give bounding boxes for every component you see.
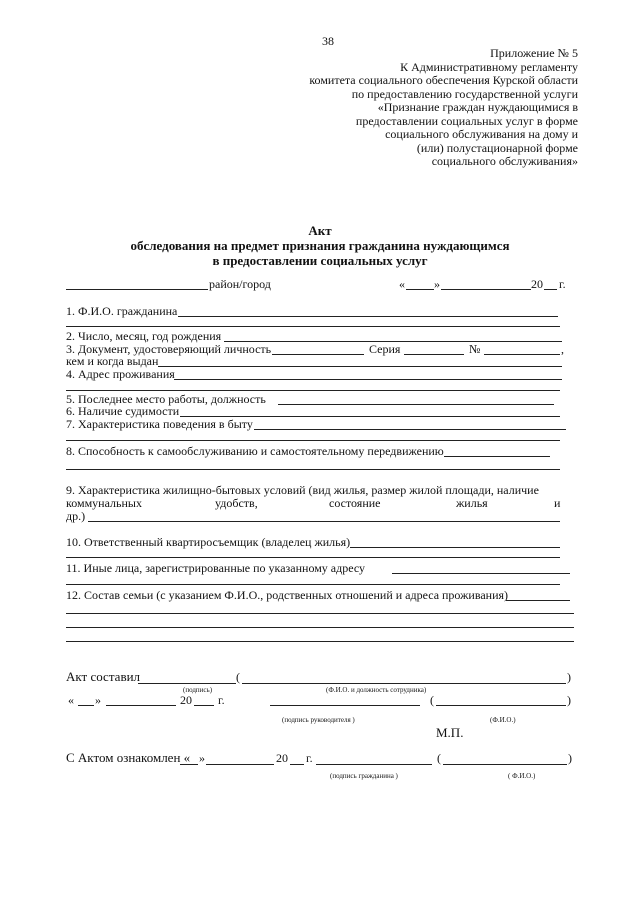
fio-caption: (Ф.И.О.): [490, 716, 516, 724]
head-signature-line[interactable]: [270, 705, 420, 706]
citizen-fio-line[interactable]: [443, 764, 567, 765]
comma: ,: [561, 342, 564, 356]
title-subline: обследования на предмет признания гражданина нуждающимся: [130, 238, 510, 253]
appendix-line: «Признание граждан нуждающимися в: [377, 100, 578, 114]
paren-open: (: [430, 693, 434, 707]
day-line[interactable]: [78, 705, 94, 706]
appendix-line: комитета социального обеспечения Курской области: [309, 73, 578, 87]
input-line-behavior-2[interactable]: [66, 440, 560, 441]
number-label: №: [469, 342, 481, 356]
appendix-header: [309, 47, 578, 169]
input-line-address[interactable]: [174, 379, 562, 380]
page-number: 38: [322, 34, 334, 48]
field-label-fio: 1. Ф.И.О. гражданина: [66, 304, 178, 318]
appendix-line: социального обслуживания на дому и: [385, 127, 578, 141]
date-quote-open: «: [399, 277, 405, 291]
doc-title: [0, 223, 640, 268]
input-line-number[interactable]: [484, 354, 560, 355]
acquainted-label: С Актом ознакомлен «: [66, 750, 191, 765]
district-line: [66, 289, 208, 290]
paren-open: (: [437, 751, 441, 765]
input-line-tenant[interactable]: [350, 547, 560, 548]
input-line-fio-2[interactable]: [66, 326, 560, 327]
input-line-work[interactable]: [278, 404, 554, 405]
living-word: коммунальных: [66, 496, 142, 510]
acq-date-close: »: [199, 751, 205, 765]
date-close: »: [95, 693, 101, 707]
field-label-work: 5. Последнее место работы, должность: [66, 392, 266, 406]
year-suffix: г.: [218, 693, 225, 707]
citizen-signature-caption: (подпись гражданина ): [330, 772, 398, 780]
compiled-label: Акт составил: [66, 669, 141, 684]
compiled-signature-line[interactable]: [138, 683, 236, 684]
input-line-selfcare-2[interactable]: [66, 469, 560, 470]
month-line: [441, 289, 531, 290]
month-line[interactable]: [106, 705, 176, 706]
head-fio-line[interactable]: [436, 705, 566, 706]
input-line-series[interactable]: [404, 354, 464, 355]
citizen-signature-line[interactable]: [316, 764, 432, 765]
living-word: состояние: [329, 496, 381, 510]
input-line-family-2[interactable]: [66, 613, 574, 614]
acq-year-prefix: 20: [276, 751, 288, 765]
date-open: «: [68, 693, 74, 707]
living-word: удобств,: [215, 496, 258, 510]
field-label-others: 11. Иные лица, зарегистрированные по указанному адресу: [66, 561, 366, 575]
appendix-line: по предоставлению государственной услуги: [351, 86, 578, 101]
acq-year-suffix: г.: [306, 751, 313, 765]
input-line-family[interactable]: [506, 600, 570, 601]
district-label: район/город: [209, 277, 271, 291]
acq-month-line[interactable]: [206, 764, 274, 765]
head-signature-caption: (подпись руководителя ): [282, 716, 355, 724]
date-quote-close: »: [434, 277, 440, 291]
year-line[interactable]: [194, 705, 214, 706]
acq-day-line[interactable]: [180, 764, 198, 765]
input-line-address-2[interactable]: [66, 390, 560, 391]
living-etc: др.): [66, 509, 86, 523]
acq-year-line[interactable]: [290, 764, 304, 765]
fio-position-caption: (Ф.И.О. и должность сотрудника): [326, 686, 427, 694]
field-label-selfcare: 8. Способность к самообслуживанию и самостоятельному передвижению: [66, 444, 444, 458]
citizen-fio-caption: ( Ф.И.О.): [508, 772, 536, 780]
paren-close: ): [568, 751, 572, 765]
series-label: Серия: [369, 342, 401, 356]
field-label-address: 4. Адрес проживания: [66, 367, 175, 381]
input-line-others-2[interactable]: [66, 584, 560, 585]
title-subline: в предоставлении социальных услуг: [212, 253, 428, 268]
input-line-issued[interactable]: [158, 366, 562, 367]
year-prefix: 20: [531, 277, 543, 291]
field-label-family: 12. Состав семьи (с указанием Ф.И.О., родственных отношений и адреса проживания): [66, 588, 509, 602]
field-label-criminal: 6. Наличие судимости: [66, 404, 180, 418]
year-prefix: 20: [180, 693, 192, 707]
paren-close: ): [567, 670, 571, 684]
compiled-fio-line[interactable]: [242, 683, 566, 684]
appendix-line: Приложение № 5: [490, 46, 578, 60]
appendix-line: К Административному регламенту: [400, 59, 578, 74]
living-word: жилья: [456, 496, 488, 510]
living-word: и: [554, 496, 561, 510]
day-line: [406, 289, 434, 290]
field-label-tenant: 10. Ответственный квартиросъемщик (владелец жилья): [66, 535, 351, 549]
appendix-line: социального обслуживания»: [431, 154, 578, 168]
input-line-document[interactable]: [272, 354, 364, 355]
year-suffix: г.: [559, 277, 566, 291]
paren-open: (: [236, 670, 240, 684]
input-line-family-4[interactable]: [66, 641, 574, 642]
input-line-others[interactable]: [392, 573, 570, 574]
field-label-issued: кем и когда выдан: [66, 354, 159, 368]
input-line-living[interactable]: [88, 521, 560, 522]
paren-close: ): [567, 693, 571, 707]
input-line-behavior[interactable]: [254, 429, 566, 430]
field-label-birthdate: 2. Число, месяц, год рождения: [66, 329, 222, 343]
appendix-line: предоставлении социальных услуг в форме: [355, 113, 578, 128]
field-label-document: 3. Документ, удостоверяющий личность: [66, 342, 272, 356]
appendix-line: (или) полустационарной форме: [416, 140, 578, 155]
year-line: [544, 289, 557, 290]
signature-caption: (подпись): [183, 686, 213, 694]
input-line-selfcare[interactable]: [444, 456, 550, 457]
input-line-family-3[interactable]: [66, 627, 574, 628]
input-line-fio[interactable]: [178, 316, 558, 317]
input-line-tenant-2[interactable]: [66, 557, 560, 558]
title-line: Акт: [308, 223, 332, 238]
field-label-behavior: 7. Характеристика поведения в быту: [66, 417, 253, 431]
stamp-label: М.П.: [436, 725, 464, 740]
field-label-living: 9. Характеристика жилищно-бытовых условий (вид жилья, размер жилой площади, наличие: [66, 483, 539, 497]
